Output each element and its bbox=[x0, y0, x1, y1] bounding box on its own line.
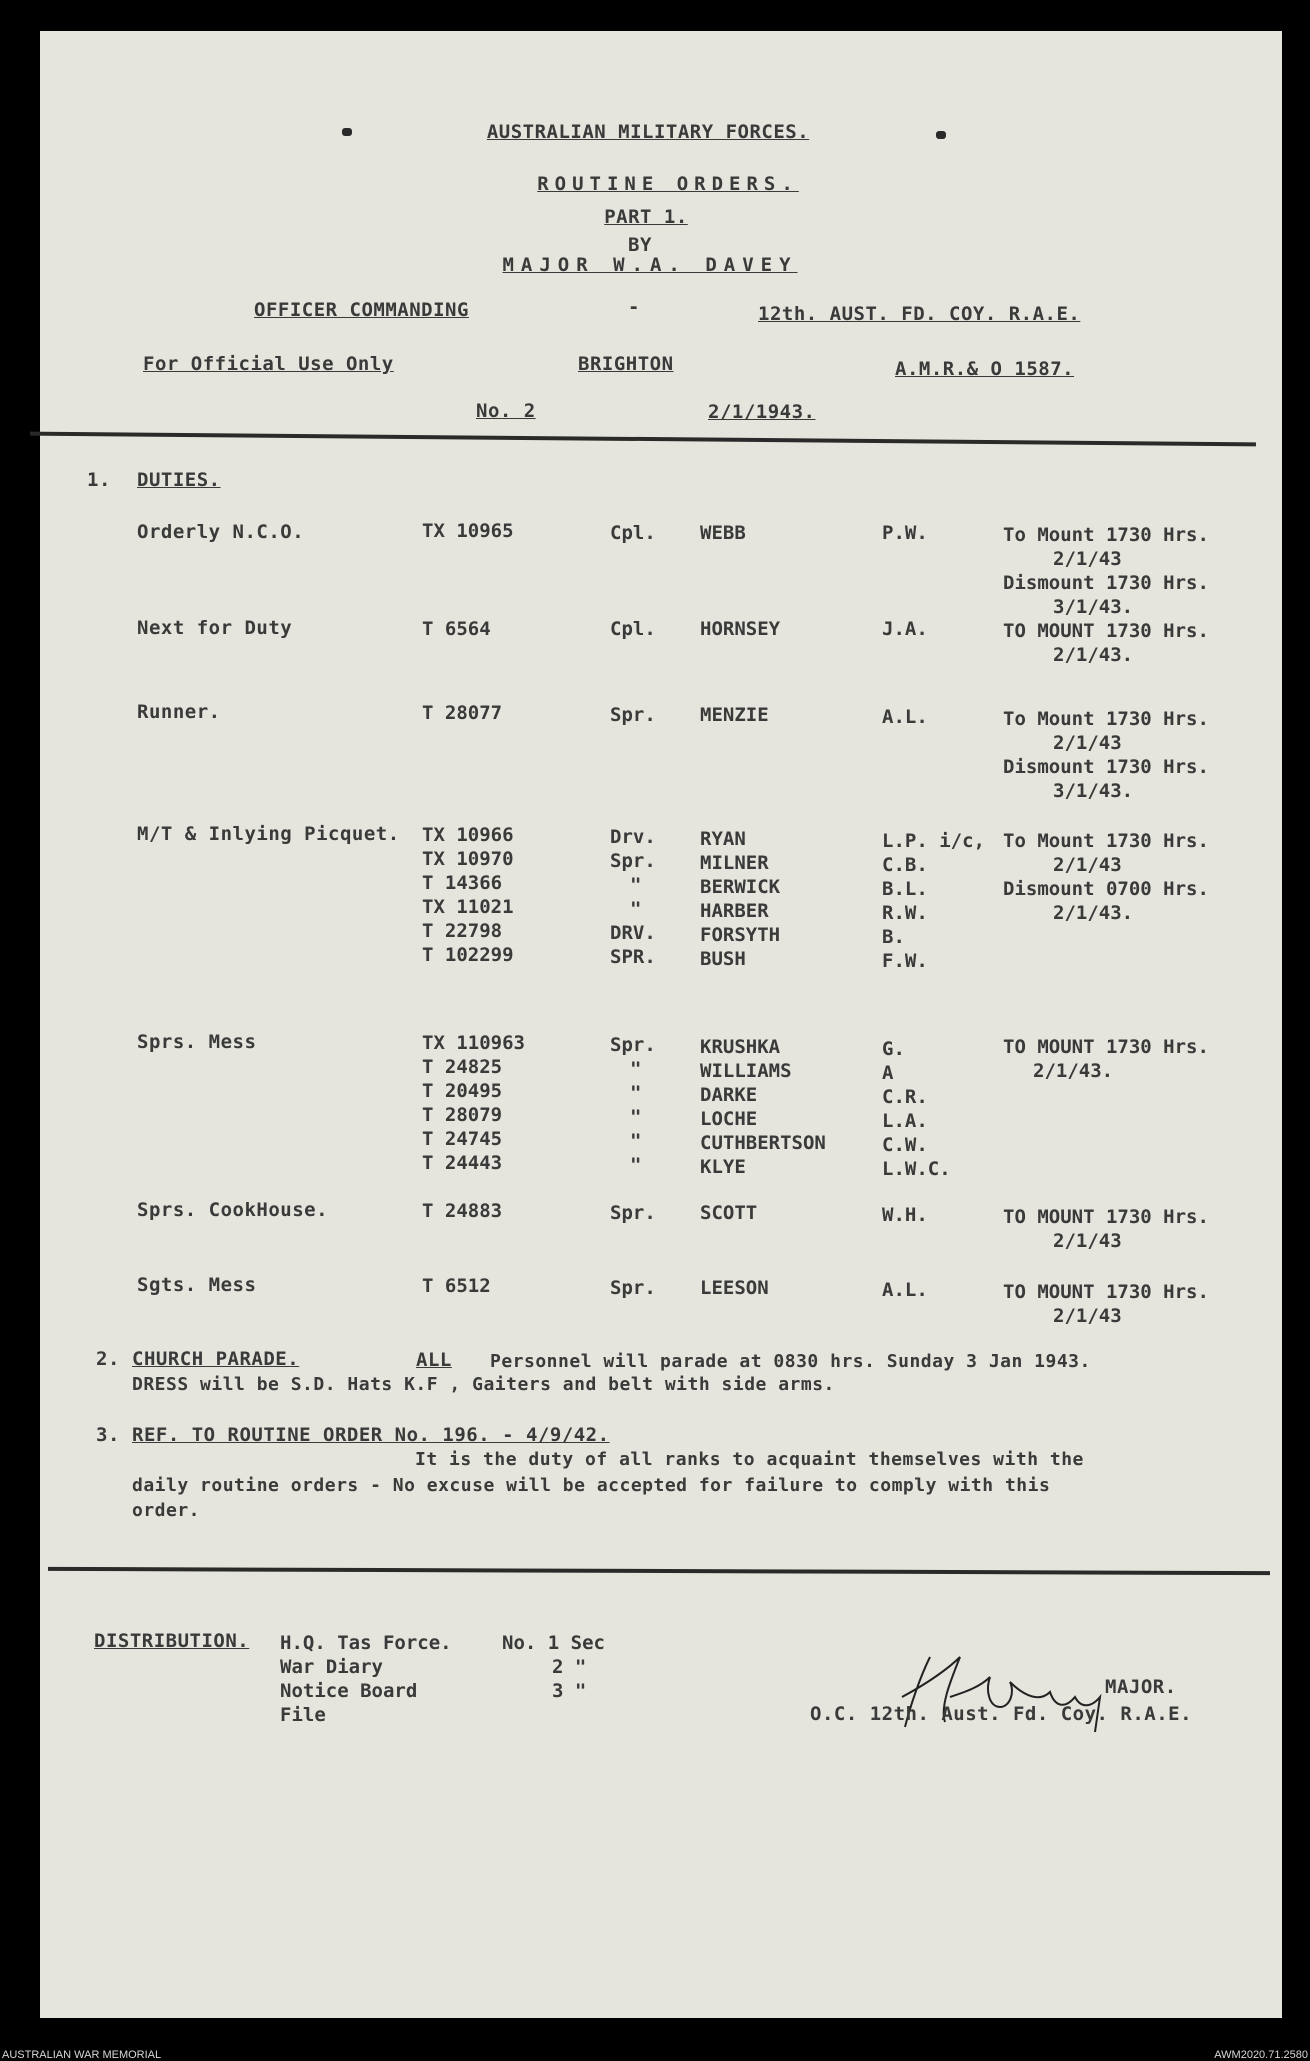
footer-left: AUSTRALIAN WAR MEMORIAL bbox=[2, 2049, 162, 2061]
duties-heading: DUTIES. bbox=[137, 469, 221, 491]
header-rule bbox=[30, 432, 1256, 447]
duty-ranks: Drv. Spr. " " DRV. SPR. bbox=[610, 826, 656, 968]
bullet-mark-left bbox=[342, 128, 352, 136]
table-row: T 24883 bbox=[422, 1200, 503, 1222]
distribution-list bbox=[280, 1631, 452, 1727]
duty-ranks: Cpl. bbox=[610, 618, 656, 640]
unit-label: 12th. AUST. FD. COY. R.A.E. bbox=[758, 303, 1081, 325]
table-row: T 22798 bbox=[422, 920, 503, 942]
reference-label: A.M.R.& O 1587. bbox=[895, 358, 1075, 380]
duty-initials: L.P. i/c, C.B. B.L. R.W. B. F.W. bbox=[882, 830, 985, 972]
section-2-number: 2. bbox=[96, 1348, 120, 1370]
table-row: TX 10966 bbox=[422, 824, 514, 846]
duty-title: Orderly N.C.O. bbox=[137, 521, 305, 543]
table-row: T 6512 bbox=[422, 1275, 491, 1297]
duty-ranks: Spr. bbox=[610, 704, 656, 726]
duty-notes: TO MOUNT 1730 Hrs. 2/1/43. bbox=[1003, 620, 1209, 666]
duty-ranks: Spr. bbox=[610, 1277, 656, 1299]
duty-title: Runner. bbox=[137, 701, 221, 723]
duty-numbers bbox=[422, 823, 514, 967]
duty-initials: J.A. bbox=[882, 618, 928, 640]
church-all: ALL bbox=[416, 1349, 452, 1371]
ref-heading: REF. TO ROUTINE ORDER No. 196. - 4/9/42. bbox=[132, 1424, 610, 1446]
duty-title: M/T & Inlying Picquet. bbox=[137, 823, 400, 845]
duty-title: Next for Duty bbox=[137, 617, 293, 639]
by-label: BY bbox=[628, 234, 652, 256]
table-row: TX 10965 bbox=[422, 520, 514, 542]
ref-line-2: daily routine orders - No excuse will be accepted for failure to comply with this bbox=[132, 1475, 1051, 1496]
duty-ranks: Spr. " " " " " bbox=[610, 1034, 656, 1176]
table-row: T 28077 bbox=[422, 702, 503, 724]
duty-initials: P.W. bbox=[882, 522, 928, 544]
list-item: Notice Board bbox=[280, 1680, 418, 1702]
duty-names: LEESON bbox=[700, 1277, 769, 1299]
duty-notes: To Mount 1730 Hrs. 2/1/43 Dismount 0700 Hrs. 2/1/43. bbox=[1003, 830, 1209, 924]
duty-title: Sgts. Mess bbox=[137, 1274, 257, 1296]
footer-rule bbox=[48, 1567, 1270, 1575]
place-label: BRIGHTON bbox=[578, 353, 674, 375]
duty-title: Sprs. CookHouse. bbox=[137, 1199, 329, 1221]
list-item: War Diary bbox=[280, 1656, 383, 1678]
duty-numbers bbox=[422, 1274, 491, 1298]
commander-name: MAJOR W.A. DAVEY bbox=[502, 254, 798, 276]
duty-numbers bbox=[422, 519, 514, 543]
duty-title: Sprs. Mess bbox=[137, 1031, 257, 1053]
duty-names: MENZIE bbox=[700, 704, 769, 726]
official-use-label: For Official Use Only bbox=[143, 353, 394, 375]
duty-initials: A.L. bbox=[882, 706, 928, 728]
table-row: T 28079 bbox=[422, 1104, 503, 1126]
officer-dash: - bbox=[628, 296, 640, 318]
distribution-copies: No. 1 Sec 2 " 3 " bbox=[502, 1632, 605, 1702]
table-row: T 14366 bbox=[422, 872, 503, 894]
table-row: T 24443 bbox=[422, 1152, 503, 1174]
list-item: File bbox=[280, 1704, 326, 1726]
duty-names: WEBB bbox=[700, 522, 746, 544]
bullet-mark-right bbox=[936, 131, 946, 139]
duty-numbers bbox=[422, 1199, 502, 1223]
duty-numbers bbox=[422, 701, 502, 725]
duty-initials: G. A C.R. L.A. C.W. L.W.C. bbox=[882, 1038, 951, 1180]
duty-notes: TO MOUNT 1730 Hrs. 2/1/43 bbox=[1003, 1206, 1209, 1252]
ref-line-1: It is the duty of all ranks to acquaint themselves with the bbox=[415, 1449, 1084, 1470]
duty-notes: TO MOUNT 1730 Hrs. 2/1/43 bbox=[1003, 1281, 1209, 1327]
duty-initials: W.H. bbox=[882, 1204, 928, 1226]
distribution-heading: DISTRIBUTION. bbox=[94, 1630, 250, 1652]
church-line-1: Personnel will parade at 0830 hrs. Sunday 3 Jan 1943. bbox=[490, 1351, 1091, 1372]
table-row: TX 11021 bbox=[422, 896, 514, 918]
footer-right: AWM2020.71.2580 bbox=[1214, 2049, 1308, 2061]
list-item: H.Q. Tas Force. bbox=[280, 1632, 452, 1654]
duty-names: RYAN MILNER BERWICK HARBER FORSYTH BUSH bbox=[700, 828, 781, 970]
orders-title: ROUTINE ORDERS. bbox=[537, 173, 799, 195]
section-3-number: 3. bbox=[96, 1424, 120, 1446]
force-title: AUSTRALIAN MILITARY FORCES. bbox=[486, 121, 810, 143]
part-label: PART 1. bbox=[604, 206, 688, 228]
duty-initials: A.L. bbox=[882, 1279, 928, 1301]
signatory-rank: MAJOR. bbox=[1105, 1676, 1177, 1698]
table-row: T 24825 bbox=[422, 1056, 503, 1078]
church-line-2: DRESS will be S.D. Hats K.F , Gaiters and belt with side arms. bbox=[132, 1374, 835, 1395]
duty-names: HORNSEY bbox=[700, 618, 781, 640]
duty-names: KRUSHKA WILLIAMS DARKE LOCHE CUTHBERTSON KLYE bbox=[700, 1036, 826, 1178]
table-row: TX 10970 bbox=[422, 848, 514, 870]
officer-label: OFFICER COMMANDING bbox=[254, 299, 469, 321]
table-row: T 24745 bbox=[422, 1128, 503, 1150]
church-heading: CHURCH PARADE. bbox=[132, 1348, 300, 1370]
table-row: T 102299 bbox=[422, 944, 514, 966]
order-date: 2/1/1943. bbox=[708, 401, 816, 423]
duty-names: SCOTT bbox=[700, 1202, 758, 1224]
duty-numbers bbox=[422, 617, 491, 641]
order-number: No. 2 bbox=[476, 400, 536, 422]
duty-ranks: Spr. bbox=[610, 1202, 656, 1224]
duty-notes: To Mount 1730 Hrs. 2/1/43 Dismount 1730 Hrs. 3/1/43. bbox=[1003, 708, 1209, 802]
duty-numbers bbox=[422, 1031, 525, 1175]
section-1-number: 1. bbox=[87, 469, 111, 491]
table-row: TX 110963 bbox=[422, 1032, 525, 1054]
signatory-unit: O.C. 12th. Aust. Fd. Coy. R.A.E. bbox=[810, 1703, 1193, 1725]
duty-notes: To Mount 1730 Hrs. 2/1/43 Dismount 1730 Hrs. 3/1/43. bbox=[1003, 524, 1209, 618]
table-row: T 6564 bbox=[422, 618, 491, 640]
table-row: T 20495 bbox=[422, 1080, 503, 1102]
duty-notes: TO MOUNT 1730 Hrs. 2/1/43. bbox=[1003, 1036, 1209, 1082]
duty-ranks: Cpl. bbox=[610, 522, 656, 544]
document-page bbox=[40, 31, 1282, 2018]
ref-line-3: order. bbox=[132, 1500, 201, 1521]
